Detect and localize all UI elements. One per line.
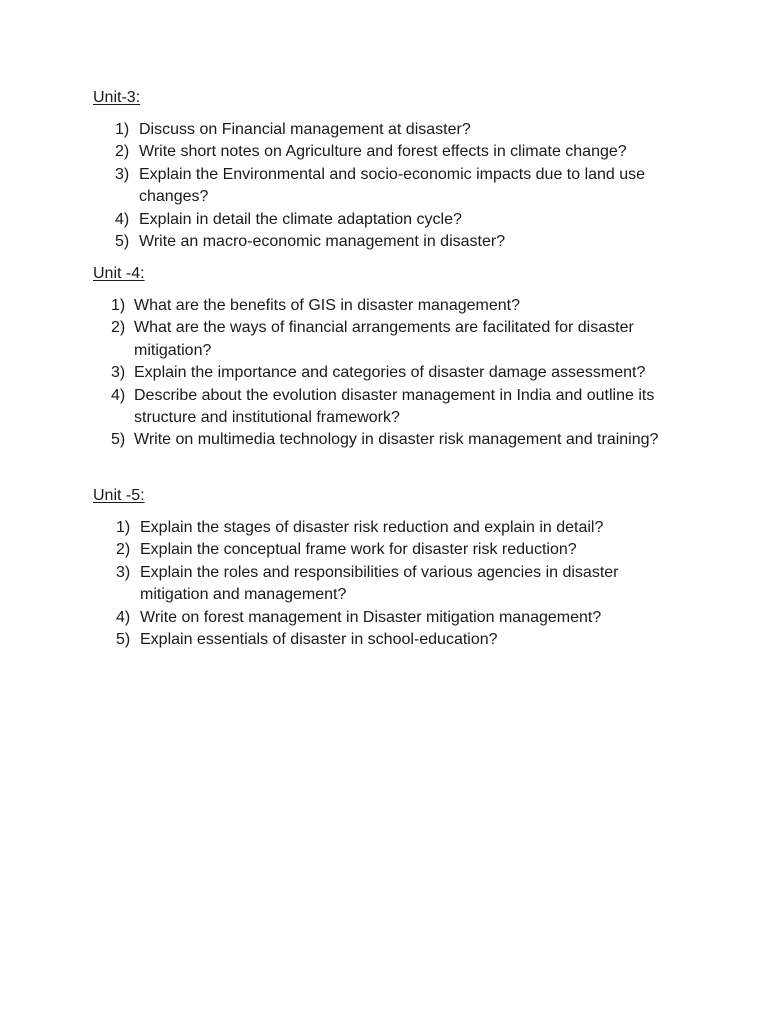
question-text: Explain the roles and responsibilities of various agencies in disaster mitigation and management? [140,563,619,604]
list-item [93,295,663,317]
question-number: 5) [116,631,131,649]
question-number: 1) [115,121,130,138]
list-item [93,141,673,163]
question-number: 4) [115,210,130,228]
list-item [93,362,663,384]
question-number: 1) [116,519,131,536]
list-item [93,429,663,451]
question-text: Explain essentials of disaster in school-education? [140,631,498,649]
list-item [93,607,658,629]
question-number: 2) [116,541,131,559]
list-item [93,119,673,141]
question-number: 1) [111,297,126,314]
question-text: What are the ways of financial arrangements are facilitated for disaster mitigation? [134,319,634,359]
question-text: What are the benefits of GIS in disaster management? [134,297,520,314]
list-item [93,231,673,253]
list-item [93,164,673,209]
list-item [93,562,658,607]
question-number: 5) [115,233,130,251]
unit-heading: Unit -5: [93,487,145,504]
question-number: 2) [115,143,130,161]
question-list [93,119,673,253]
unit-5-section [93,485,693,651]
question-text: Write on multimedia technology in disaster risk management and training? [134,431,659,449]
unit-heading: Unit -4: [93,265,145,282]
question-text: Explain the conceptual frame work for disaster risk reduction? [140,541,577,559]
question-number: 4) [111,386,126,404]
question-list [93,517,658,651]
question-number: 3) [115,165,130,183]
question-number: 3) [111,364,126,382]
question-text: Write short notes on Agriculture and forest effects in climate change? [139,143,627,161]
question-number: 4) [116,608,131,626]
question-text: Write an macro-economic management in disaster? [139,233,506,251]
unit-3-section [93,87,693,253]
unit-4-section [93,263,693,452]
question-text: Describe about the evolution disaster management in India and outline its structure and institutional framework? [134,386,655,427]
list-item [93,539,658,561]
question-text: Explain in detail the climate adaptation cycle? [139,210,462,228]
list-item [93,517,658,539]
question-text: Write on forest management in Disaster mitigation management? [140,608,602,626]
question-number: 3) [116,563,131,581]
question-number: 2) [111,319,126,337]
question-list [93,295,663,452]
question-text: Discuss on Financial management at disaster? [139,121,471,138]
unit-heading: Unit-3: [93,89,141,106]
question-number: 5) [111,431,126,449]
list-item [93,209,673,231]
list-item [93,629,658,651]
list-item [93,317,663,362]
list-item [93,385,663,430]
question-text: Explain the Environmental and socio-economic impacts due to land use changes? [139,165,646,206]
question-text: Explain the stages of disaster risk reduction and explain in detail? [140,519,604,536]
question-text: Explain the importance and categories of disaster damage assessment? [134,364,646,382]
